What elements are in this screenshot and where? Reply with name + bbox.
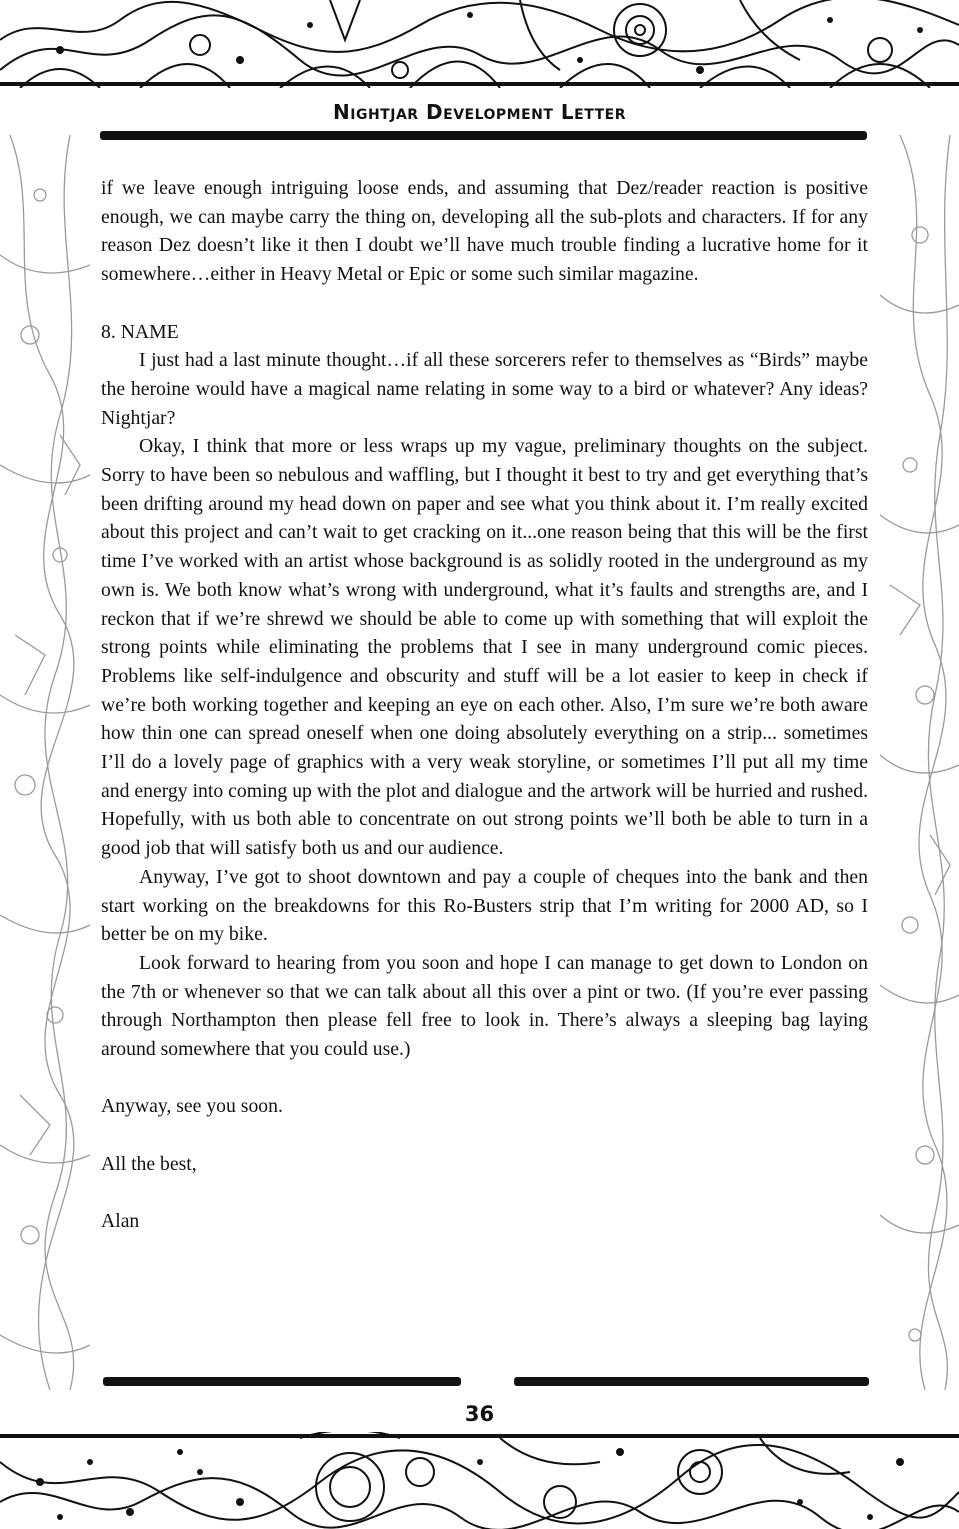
letter-body bbox=[101, 174, 868, 1236]
paragraph-gap bbox=[101, 1121, 868, 1150]
errands-paragraph: Anyway, I’ve got to shoot downtown and pay a couple of cheques into the bank and then start working on the breakdowns for this Ro-Busters strip that I’m writing for 2000 AD, so I better be on my bike. bbox=[101, 865, 868, 946]
farewell-line: Anyway, see you soon. bbox=[101, 1095, 283, 1118]
header-rule bbox=[100, 131, 867, 140]
decorative-border-right bbox=[880, 135, 959, 1390]
name-paragraph: I just had a last minute thought…if all these sorcerers refer to themselves as “Birds” maybe the heroine would have a magical name relating in some way to a bird or whatever? Any ideas? Nightjar? bbox=[101, 349, 868, 429]
paragraph-gap bbox=[101, 1064, 868, 1093]
paragraph-gap bbox=[101, 289, 868, 318]
page-number: 36 bbox=[464, 1402, 495, 1426]
footer-rule-left bbox=[103, 1377, 461, 1386]
decorative-border-left bbox=[0, 135, 95, 1390]
decorative-border-bottom bbox=[0, 1432, 959, 1529]
sign-off-line: All the best, bbox=[101, 1152, 197, 1175]
footer-rule-right bbox=[514, 1377, 869, 1386]
wrap-up-paragraph: Okay, I think that more or less wraps up my vague, preliminary thoughts on the subject. Sorry to have been so nebulous and waffling, but I thought it best to try and get everything that’s been drifting around my head down on paper and see what you think about it. I’m really excited about this project and can’t wait to get cracking on it...one reason being that this will be the first time I’ve worked with an artist whose background is as solidly rooted in the underground as my own is. We both know what’s wrong with underground, what it’s faults and strengths are, and I reckon that if we’re shrewd we should be able to come up with something that will exploit the strong points while eliminating the problems that I see in many underground comic pieces. Problems like self-indulgence and obscurity and stuff will be a lot easier to keep in check if we’re both working together and keeping an eye on each other. Also, I’m sure we’re both aware how thin one can spread oneself when one doing absolutely everything on a strip... sometimes I’ll do a lovely page of graphics with a very weak storyline, or sometimes I’ll put all my time and energy into coming up with the plot and dialogue and the artwork will be hurried and rushed. Hopefully, with us both able to concentrate on out strong points we’ll both be able to turn in a good job that will satisfy both us and our audience. bbox=[101, 435, 868, 860]
paragraph-gap bbox=[101, 1179, 868, 1208]
closing-paragraph: Look forward to hearing from you soon and hope I can manage to get down to London on the 7th or whenever so that we can talk about all this over a pint or two. (If you’re ever passing through Northampton then please fell free to look in. There’s always a sleeping bag laying around somewhere that you could use.) bbox=[101, 951, 868, 1061]
page-header-title: Nightjar Development Letter bbox=[333, 100, 626, 124]
signature: Alan bbox=[101, 1210, 140, 1233]
decorative-border-top bbox=[0, 0, 959, 88]
continuation-paragraph: if we leave enough intriguing loose ends, and assuming that Dez/reader reaction is positive enough, we can maybe carry the thing on, developing all the sub-plots and characters. If for any reason Dez doesn’t like it then I doubt we’ll have much trouble finding a lucrative home for it somewhere…either in Heavy Metal or Epic or some such similar magazine. bbox=[101, 177, 868, 286]
section-heading: 8. NAME bbox=[101, 320, 179, 343]
